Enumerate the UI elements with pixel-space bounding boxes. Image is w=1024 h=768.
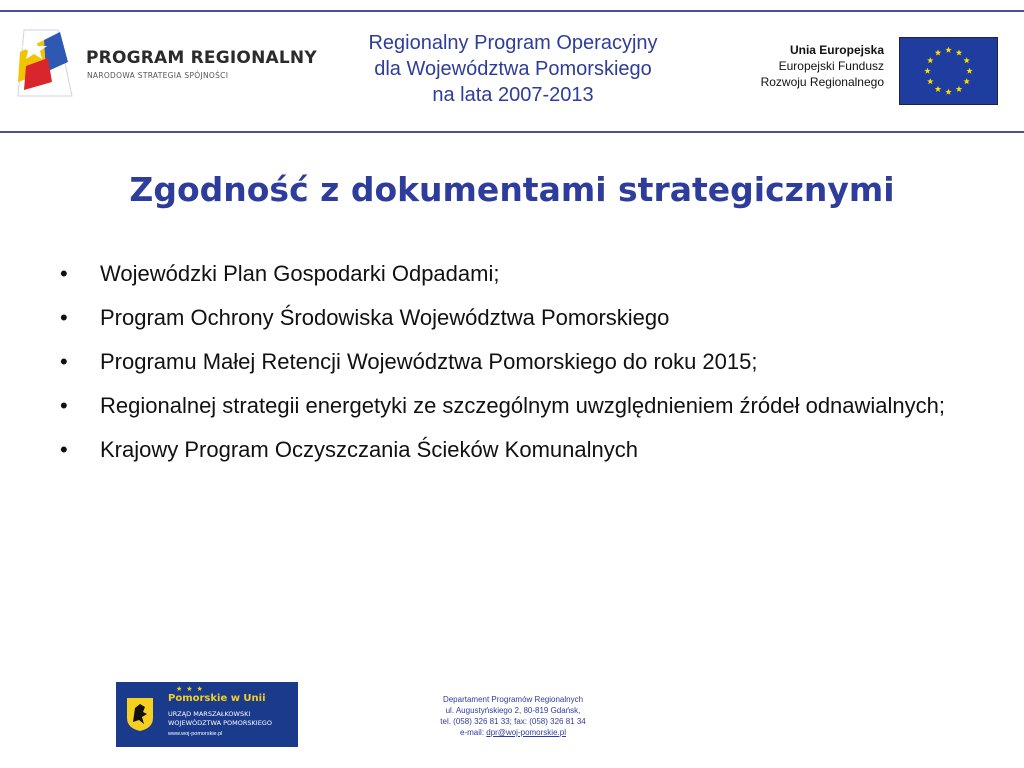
pomorskie-w-unii-logo [116,682,298,747]
logo-title: PROGRAM REGIONALNY [86,48,317,68]
griffin-crest-icon [125,696,155,732]
contact-email-link[interactable]: dpr@woj-pomorskie.pl [486,728,566,737]
contact-dept: Departament Programów Regionalnych [442,695,584,704]
bullet-text: Wojewódzki Plan Gospodarki Odpadami; [100,261,500,286]
bullet-item [60,388,980,424]
header-top-rule [0,10,1024,12]
eu-name: Unia Europejska [789,43,884,57]
eu-star-icon [945,47,951,53]
eu-fund-line: Europejski Fundusz [778,59,884,73]
eu-star-icon [956,49,962,55]
eu-star-icon [945,89,951,95]
program-title-line: dla Województwa Pomorskiego [374,58,652,80]
contact-phone: tel. (058) 326 81 33; fax: (058) 326 81 34 [440,717,586,726]
eu-fund-line: Rozwoju Regionalnego [760,75,884,89]
eu-star-icon [963,78,969,84]
slide-title: Zgodność z dokumentami strategicznymi [129,170,895,209]
bullet-text: Krajowy Program Oczyszczania Ścieków Komunalnych [100,437,638,462]
logo-url: www.woj-pomorskie.pl [168,731,223,737]
program-regionalny-logo [14,26,317,98]
logo-stars: ★ ★ ★ [176,686,204,693]
bullet-item [60,256,980,292]
bullet-text: Regionalnej strategii energetyki ze szczególnym uwzględnieniem źródeł odnawialnych; [100,393,946,418]
eu-star-icon [935,86,941,92]
contact-info [390,694,636,738]
logo-subtitle: NARODOWA STRATEGIA SPÓJNOŚCI [87,71,229,80]
eu-star-icon [927,78,933,84]
bullet-icon: • [60,437,68,462]
bullet-icon: • [60,349,68,374]
eu-star-icon [935,49,941,55]
logo-name: Pomorskie w Unii [168,693,266,704]
eu-star-icon [924,68,930,74]
program-title [300,30,726,108]
nss-logo-mark-icon [14,26,74,98]
eu-flag-icon [899,37,998,105]
logo-line: URZĄD MARSZAŁKOWSKI [168,710,251,718]
bullet-item [60,432,980,468]
contact-address: ul. Augustyńskiego 2, 80-819 Gdańsk, [445,706,581,715]
bullet-item [60,344,980,380]
program-title-line: na lata 2007-2013 [432,84,594,106]
contact-email-line [390,727,636,738]
eu-fund-label [700,42,884,90]
eu-star-icon [927,57,933,63]
logo-line: WOJEWÓDZTWA POMORSKIEGO [168,719,272,727]
bullet-icon: • [60,261,68,286]
program-title-line: Regionalny Program Operacyjny [368,32,658,54]
eu-star-icon [966,68,972,74]
eu-star-icon [963,57,969,63]
contact-email-label: e-mail: [460,728,487,737]
eu-star-icon [956,86,962,92]
header-bottom-rule [0,131,1024,133]
bullet-item [60,300,980,336]
bullet-list [60,256,980,476]
bullet-text: Programu Małej Retencji Województwa Pomorskiego do roku 2015; [100,349,758,374]
bullet-icon: • [60,305,68,330]
bullet-icon: • [60,393,68,418]
bullet-text: Program Ochrony Środowiska Województwa Pomorskiego [100,305,670,330]
